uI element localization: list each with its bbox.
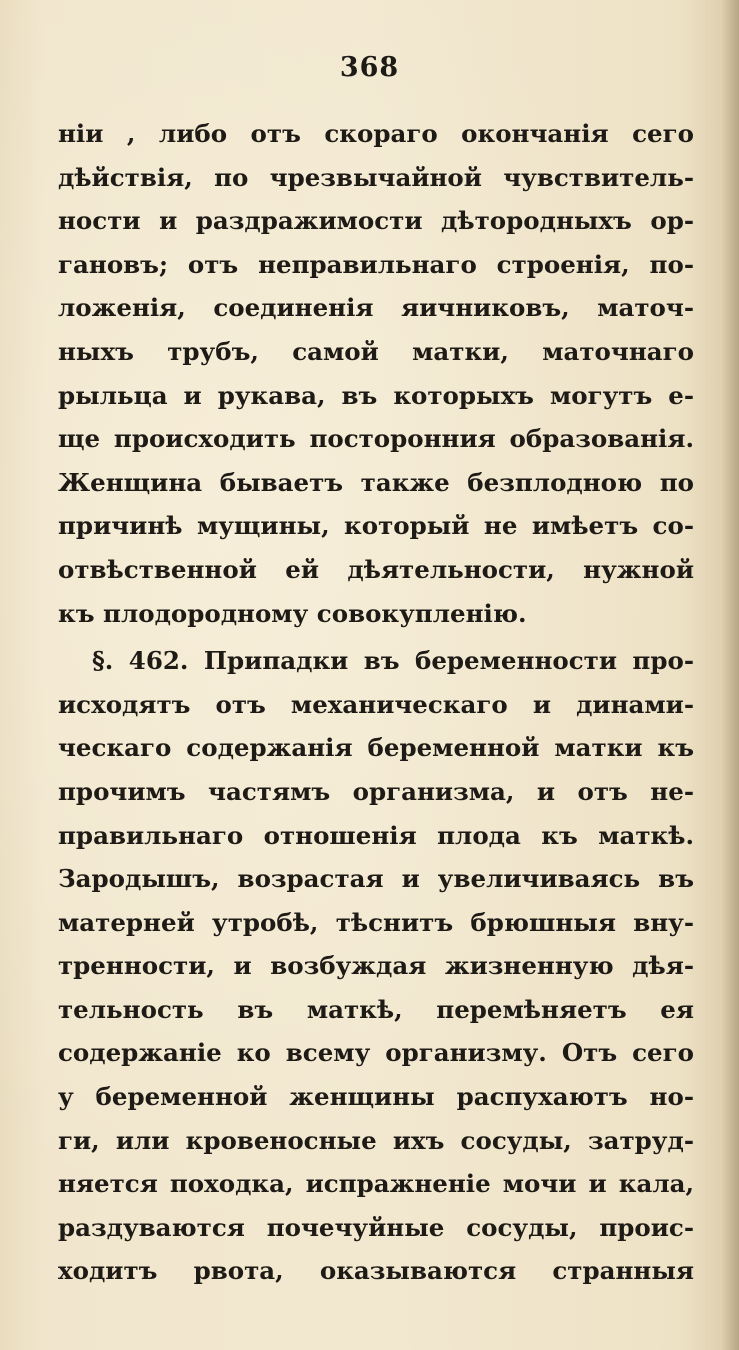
text-line: Женщина бываетъ также безплодною по <box>58 467 694 497</box>
text-line: раздуваются почечуйные сосуды, проис- <box>58 1212 694 1242</box>
page-edge-shadow <box>721 0 739 1350</box>
text-line: ходитъ рвота, оказываются странныя <box>58 1256 694 1286</box>
text-line: причинѣ мущины, который не имѣетъ со- <box>58 511 694 541</box>
text-line: няется походка, испражненiе мочи и кала, <box>58 1169 694 1199</box>
text-line: рыльца и рукава, въ которыхъ могутъ е- <box>58 380 694 410</box>
text-line: содержанiе ко всему организму. Отъ сего <box>58 1038 694 1068</box>
paragraph-end-line: къ плодородному совокупленiю. <box>58 598 527 628</box>
text-line: тельность въ маткѣ, перемѣняетъ ея <box>58 994 694 1024</box>
page-number: 368 <box>339 52 400 83</box>
text-line: ности и раздражимости дѣтородныхъ ор- <box>58 206 694 236</box>
text-line: ще происходить посторонния образованiя. <box>58 424 694 454</box>
text-line: нiи , либо отъ скораго окончанiя сего <box>58 119 694 148</box>
text-line: дѣйствiя, по чрезвычайной чувствитель- <box>58 162 694 192</box>
text-line: гановъ; отъ неправильнаго строенiя, по- <box>58 249 694 279</box>
text-line: тренности, и возбуждая жизненную дѣя- <box>58 951 694 981</box>
text-line: матерней утробѣ, тѣснитъ брюшныя вну- <box>58 907 694 937</box>
body-text <box>58 112 694 1293</box>
text-line: правильнаго отношенiя плода къ маткѣ. <box>58 820 694 850</box>
text-line: у беременной женщины распухаютъ но- <box>58 1082 694 1112</box>
text-line: ги, или кровеносные ихъ сосуды, затруд- <box>58 1125 694 1155</box>
text-line: отвѣственной ей дѣятельности, нужной <box>58 554 694 584</box>
text-line: исходятъ отъ механическаго и динами- <box>58 689 694 719</box>
text-line: Зародышъ, возрастая и увеличиваясь въ <box>58 864 694 894</box>
section-heading-line: §. 462. Припадки въ беременности про- <box>92 646 694 676</box>
text-line: ныхъ трубъ, самой матки, маточнаго <box>58 336 694 366</box>
text-line: прочимъ частямъ организма, и отъ не- <box>58 776 694 806</box>
text-line: ческаго содержанiя беременной матки къ <box>58 733 694 763</box>
text-line: ложенiя, соединенiя яичниковъ, маточ- <box>58 293 694 323</box>
